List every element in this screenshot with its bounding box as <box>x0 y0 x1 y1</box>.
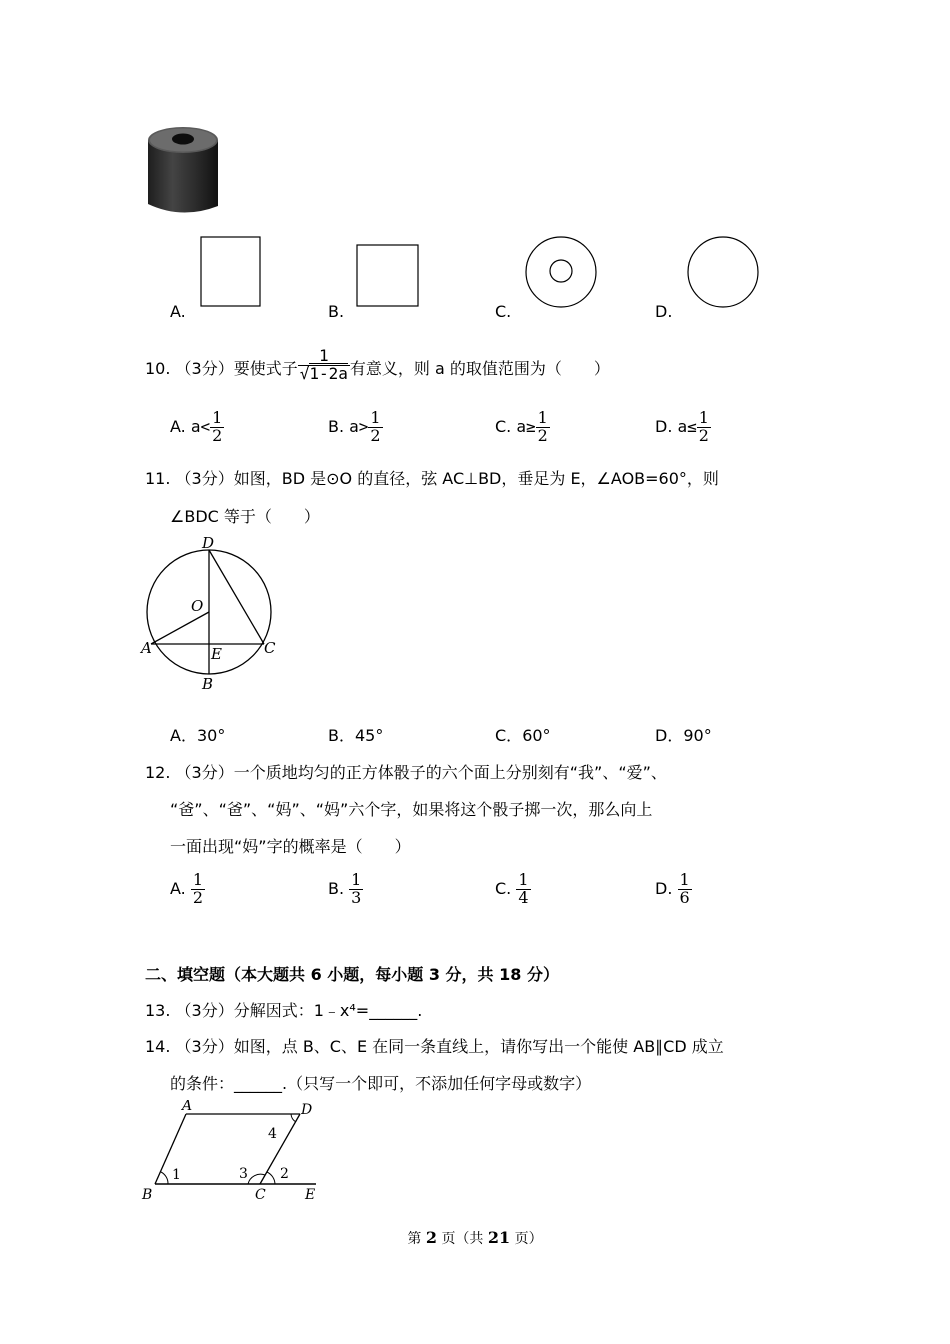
q10-option-a-num: 1 <box>212 408 223 427</box>
q12-option-d-den: 6 <box>679 887 690 907</box>
q12-option-b-label: B. <box>328 878 345 898</box>
q10-option-c-label: C. <box>495 416 512 436</box>
label-a: A <box>141 639 152 657</box>
q11-number: 11. <box>145 469 171 488</box>
q10-number: 10. <box>145 359 171 378</box>
q11-option-d-label: D． <box>655 726 684 745</box>
q11-option-a-label: A． <box>170 726 197 745</box>
q13-number: 13. <box>145 1001 171 1020</box>
q11-text-line1: 如图，BD 是⊙O 的直径，弦 AC⊥BD，垂足为 E，∠AOB=60°，则 <box>233 469 719 488</box>
question-11-line1 <box>145 466 719 489</box>
q11-option-d[interactable] <box>655 723 712 746</box>
q10-score: （3分） <box>175 359 234 378</box>
q12-option-d[interactable] <box>655 872 692 907</box>
ring-view-c[interactable] <box>524 235 598 309</box>
q10-option-c-den: 2 <box>537 425 548 445</box>
q10-option-b-den: 2 <box>370 425 381 445</box>
q11-option-a[interactable] <box>170 723 225 746</box>
q10-option-d[interactable] <box>655 410 711 445</box>
q12-text-line3: 一面出现“妈”字的概率是（ ） <box>170 837 411 856</box>
q9-option-b-label: B. <box>328 302 345 321</box>
q12-option-d-num: 1 <box>679 870 690 889</box>
q11-option-c-value: 60° <box>522 726 551 745</box>
parallel-lines-figure <box>138 1100 328 1206</box>
q13-text: 分解因式：1﹣x⁴= <box>233 1001 370 1020</box>
square-view-b[interactable] <box>356 244 420 308</box>
question-14-line1 <box>145 1034 724 1057</box>
q14-text-before: 的条件： <box>170 1074 235 1093</box>
label-a: A <box>182 1100 193 1114</box>
question-12-line1 <box>145 760 667 783</box>
q13-answer-blank[interactable]: ______ <box>369 1001 418 1020</box>
q12-option-b-den: 3 <box>351 887 362 907</box>
footer-total-pages: 21 <box>487 1228 511 1247</box>
q14-text-line1: 如图，点 B、C、E 在同一条直线上，请你写出一个能使 AB∥CD 成立 <box>233 1037 724 1056</box>
q11-option-d-value: 90° <box>683 726 712 745</box>
q10-option-b-relation: a> <box>349 416 369 436</box>
q10-text-after: 有意义，则 a 的取值范围为（ ） <box>349 359 610 378</box>
label-e: E <box>211 645 222 663</box>
label-d: D <box>301 1102 313 1118</box>
square-view-a[interactable] <box>200 236 262 308</box>
q11-option-c-label: C． <box>495 726 523 745</box>
q11-text-line2: ∠BDC 等于（ ） <box>170 507 320 526</box>
q12-option-c-den: 4 <box>518 887 529 907</box>
q10-option-c[interactable] <box>495 410 550 445</box>
label-c: C <box>255 1187 266 1203</box>
q11-option-b[interactable] <box>328 723 383 746</box>
q14-answer-blank[interactable]: ______ <box>234 1074 283 1093</box>
q12-option-b[interactable] <box>328 872 363 907</box>
q10-frac-den: 1-2a <box>309 364 348 383</box>
q10-option-a[interactable] <box>170 410 224 445</box>
q9-option-d-label: D. <box>655 302 673 321</box>
q10-option-b-label: B. <box>328 416 345 436</box>
question-13 <box>145 998 422 1021</box>
q12-number: 12. <box>145 763 171 782</box>
q10-fraction <box>298 348 350 383</box>
q13-end: . <box>417 1001 423 1020</box>
q12-score: （3分） <box>175 763 234 782</box>
question-10 <box>145 346 610 383</box>
q12-option-a-label: A. <box>170 878 186 898</box>
q10-option-b[interactable] <box>328 410 383 445</box>
q10-option-c-num: 1 <box>537 408 548 427</box>
q9-option-a-label: A. <box>170 302 186 321</box>
q10-option-d-relation: a≤ <box>677 416 697 436</box>
q10-option-d-num: 1 <box>698 408 709 427</box>
q10-option-a-relation: a< <box>190 416 211 436</box>
label-o: O <box>191 597 204 615</box>
q9-option-c-label: C. <box>495 302 512 321</box>
label-b: B <box>202 675 214 693</box>
q12-text-line2: “爸”、“爸”、“妈”、“妈”六个字，如果将这个骰子掷一次，那么向上 <box>170 800 653 819</box>
q10-text-before: 要使式子 <box>233 359 298 378</box>
q10-option-c-relation: a≥ <box>516 416 536 436</box>
q12-option-c-label: C. <box>495 878 512 898</box>
angle-label-1: 1 <box>172 1167 181 1183</box>
footer-pre: 第 <box>407 1231 422 1247</box>
section-title-fill-in: 二、填空题（本大题共 6 小题，每小题 3 分，共 18 分） <box>145 965 559 984</box>
q11-option-a-value: 30° <box>196 726 226 745</box>
q11-option-b-label: B． <box>328 726 355 745</box>
angle-label-4: 4 <box>268 1126 277 1142</box>
q11-option-c[interactable] <box>495 723 551 746</box>
q10-option-b-num: 1 <box>370 408 381 427</box>
angle-label-3: 3 <box>239 1166 248 1182</box>
label-e: E <box>305 1187 316 1203</box>
footer-post: 页） <box>514 1231 543 1247</box>
q12-text-line1: 一个质地均匀的正方体骰子的六个面上分别刻有“我”、“爱”、 <box>233 763 667 782</box>
q10-option-d-label: D. <box>655 416 673 436</box>
q11-score: （3分） <box>175 469 234 488</box>
q10-option-a-den: 2 <box>212 425 223 445</box>
roll-photo <box>140 122 230 217</box>
q13-score: （3分） <box>175 1001 234 1020</box>
q12-option-d-label: D. <box>655 878 673 898</box>
sqrt-icon: √ <box>299 364 310 383</box>
q10-frac-num: 1 <box>298 348 350 366</box>
angle-label-2: 2 <box>280 1166 289 1182</box>
circle-view-d[interactable] <box>686 235 760 309</box>
q11-option-b-value: 45° <box>354 726 384 745</box>
footer-mid: 页（共 <box>441 1231 484 1247</box>
q12-option-a[interactable] <box>170 872 205 907</box>
footer-page-number: 2 <box>425 1228 437 1247</box>
circle-geometry-figure <box>138 532 283 697</box>
label-d: D <box>202 534 215 552</box>
page-footer <box>0 1228 950 1248</box>
q12-option-a-den: 2 <box>192 887 204 907</box>
q12-option-b-num: 1 <box>351 870 362 889</box>
q12-option-a-num: 1 <box>192 870 204 889</box>
q10-option-a-label: A. <box>170 416 186 436</box>
q10-option-d-den: 2 <box>698 425 709 445</box>
q14-text-after: .（只写一个即可，不添加任何字母或数字） <box>282 1074 592 1093</box>
question-14-line2 <box>170 1071 591 1094</box>
label-c: C <box>264 639 276 657</box>
q14-score: （3分） <box>175 1037 234 1056</box>
q12-option-c-num: 1 <box>518 870 529 889</box>
label-b: B <box>142 1187 153 1203</box>
q14-number: 14. <box>145 1037 171 1056</box>
q12-option-c[interactable] <box>495 872 531 907</box>
